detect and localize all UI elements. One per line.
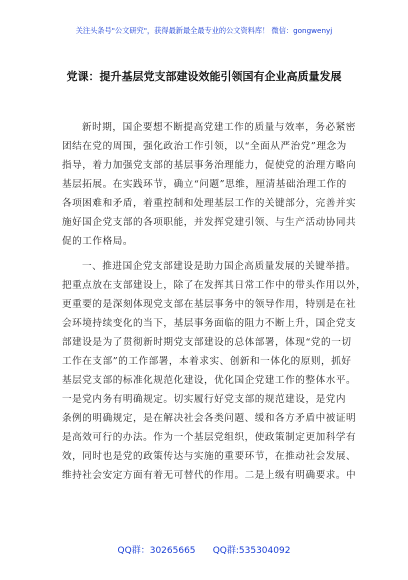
text-line: 施好国企党支部的各项职能，并发挥党建引领、与生产活动协同共 xyxy=(62,217,357,228)
text-line: 条例的明确规定，是在解决社会各类问题、缓和各方矛盾中被证明 xyxy=(62,413,357,424)
text-line: 是高效可行的办法。作为一个基层党组织，使政策制定更加科学有 xyxy=(62,432,357,443)
header-banner: 关注头条号"公文研究"，获得最新最全最专业的公文资料库！ 微信：gongwenyj xyxy=(75,26,333,35)
text-line: 会环境持续变化的当下，基层事务面临的阻力不断上升，国企党支 xyxy=(62,318,357,329)
text-line: 指导，着力加强党支部的基层事务治理能力，促使党的治理方略向 xyxy=(62,160,357,171)
text-line: 部建设是为了贯彻新时期党支部建设的总体部署，体现“党的一切 xyxy=(62,337,352,348)
text-line: 把重点放在支部建设上，除了在发挥其日常工作中的带头作用以外， xyxy=(62,280,367,291)
text-line: 团结在党的周围，强化政治工作引领，以“全面从严治党”理念为 xyxy=(62,141,347,152)
text-line: 基层党支部的标准化规范化建设，优化国企党建工作的整体水平。 xyxy=(62,375,357,386)
text-line: 一是党内务有明确规定。切实履行好党支部的规范建设，是党内 xyxy=(62,394,347,405)
text-line: 新时期，国企要想不断提高党建工作的质量与效率，务必紧密 xyxy=(82,122,356,133)
paragraph-intro xyxy=(62,118,357,251)
text-line: 一、推进国企党支部建设是助力国企高质量发展的关键举措。 xyxy=(82,261,356,272)
text-line: 促的工作格局。 xyxy=(62,236,134,247)
text-line: 维持社会安定方面有着无可替代的作用。二是上级有明确要求。中 xyxy=(62,470,357,481)
text-line: 更重要的是深刻体现党支部在基层事务中的领导作用，特别是在社 xyxy=(62,299,357,310)
paragraph-section-one xyxy=(62,257,367,485)
document-title: 党课：提升基层党支部建设效能引领国有企业高质量发展 xyxy=(66,70,342,83)
text-line: 基层拓展。在实践环节，确立“问题”思维，厘清基础治理工作的 xyxy=(62,179,347,190)
text-line: 效，同时也是党的政策传达与实施的重要环节，在推动社会发展、 xyxy=(62,451,357,462)
text-line: 工作在支部”的工作部署，本着求实、创新和一体化的原则，抓好 xyxy=(62,356,352,367)
footer-contact: QQ群：30265665 QQ群:535304092 xyxy=(117,546,291,556)
document-body xyxy=(62,118,367,485)
text-line: 各项困难和矛盾，着重控制和处理基层工作的关键部分，完善并实 xyxy=(62,198,357,209)
